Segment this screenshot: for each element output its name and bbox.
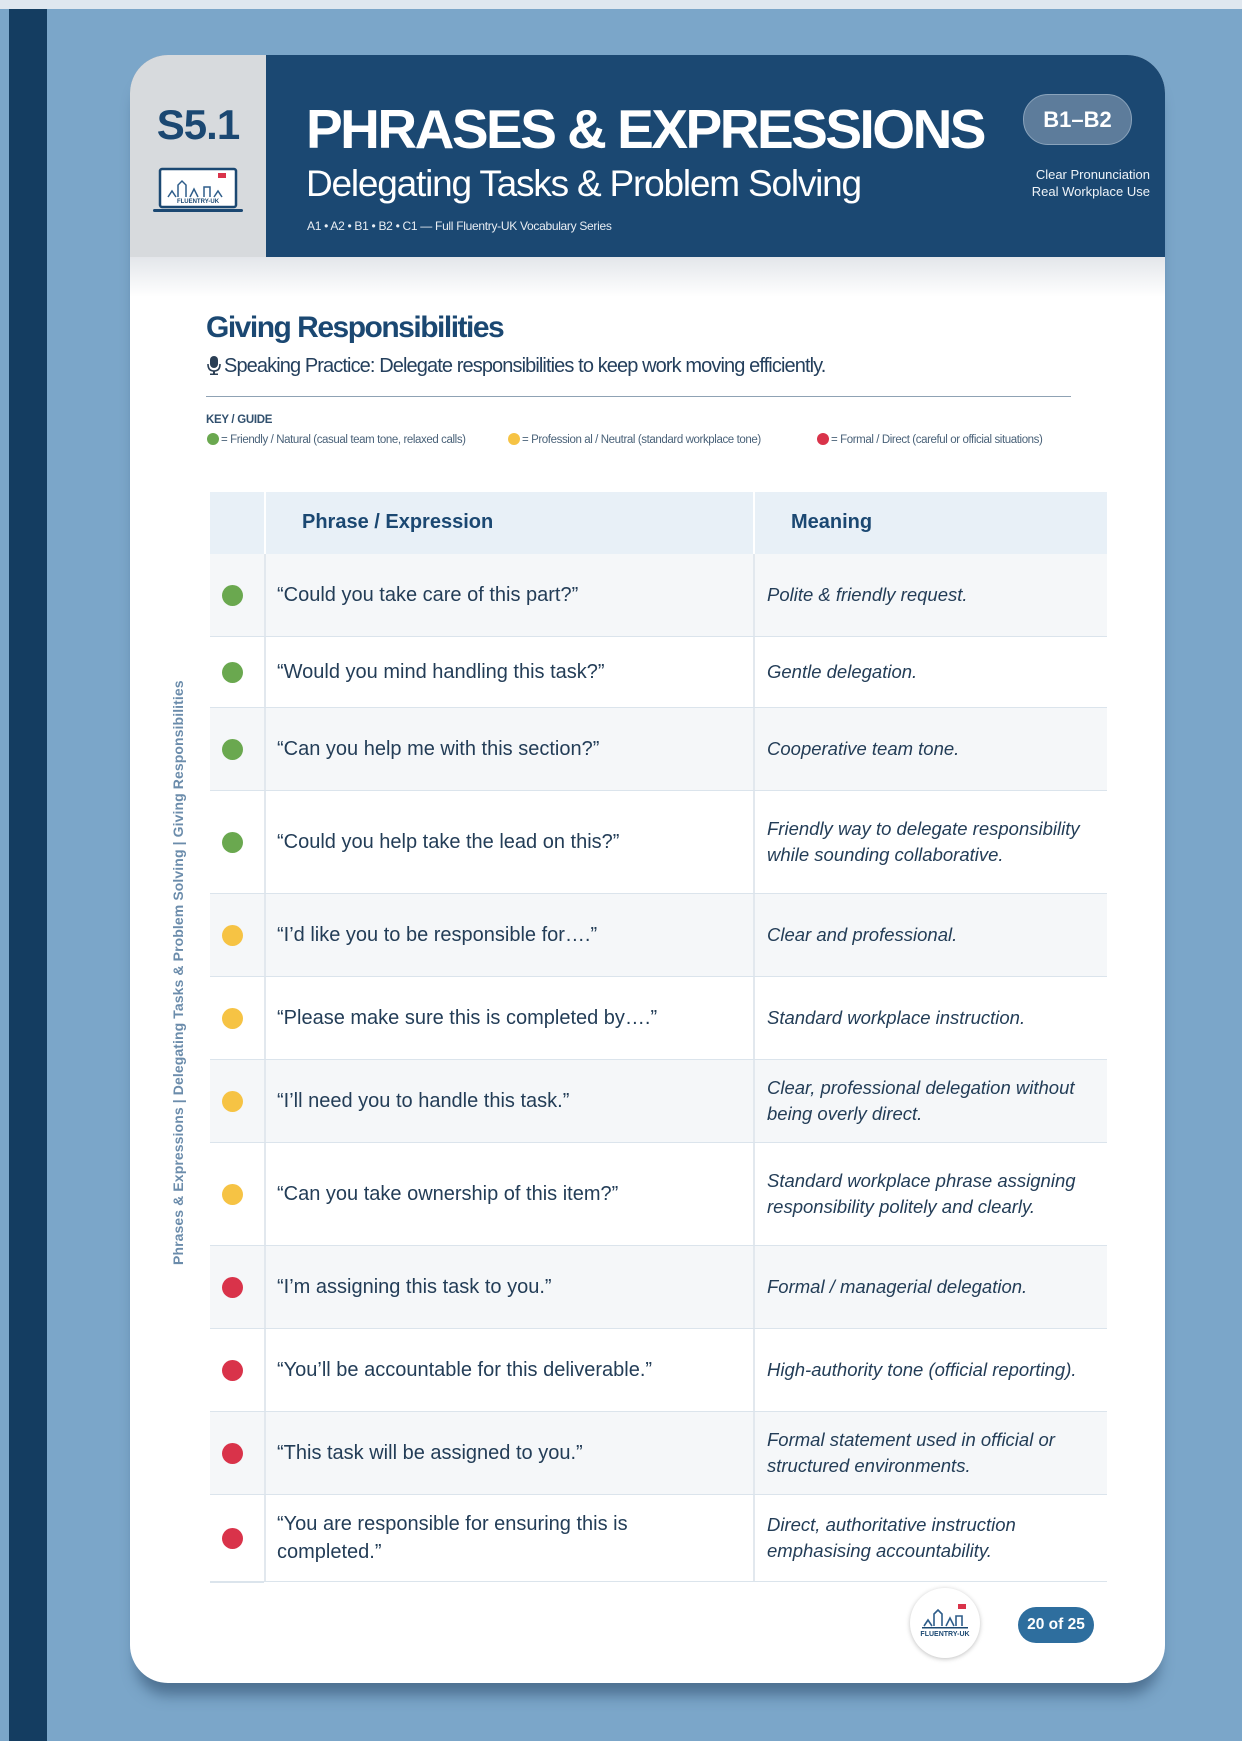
table-row <box>210 1060 1107 1143</box>
column-divider <box>753 708 755 790</box>
phrase-cell: “Would you mind handling this task?” <box>277 661 605 683</box>
table-row <box>210 708 1107 791</box>
key-formal <box>817 433 1042 446</box>
column-divider <box>264 977 266 1059</box>
series-line: A1 • A2 • B1 • B2 • C1 — Full Fluentry-UK Vocabulary Series <box>307 219 612 233</box>
footer-logo <box>910 1588 980 1658</box>
header-note-line-1: Clear Pronunciation <box>1035 167 1150 182</box>
key-title: KEY / GUIDE <box>206 414 273 426</box>
table-row <box>210 1246 1107 1329</box>
column-divider <box>264 708 266 790</box>
phrase-cell: “I’m assigning this task to you.” <box>277 1276 552 1298</box>
tone-column-header <box>210 492 266 554</box>
worksheet-card <box>130 55 1165 1683</box>
column-divider <box>264 1495 266 1581</box>
meaning-cell: Formal statement used in official or structured environments. <box>767 1429 1055 1476</box>
speaking-practice-text: Speaking Practice: Delegate responsibilities to keep work moving efficiently. <box>224 355 826 377</box>
phrase-column-header: Phrase / Expression <box>302 511 494 533</box>
column-divider <box>753 791 755 893</box>
meaning-cell: Gentle delegation. <box>767 661 918 682</box>
tone-dot-icon <box>222 1360 243 1381</box>
table-row <box>210 637 1107 708</box>
tone-dot-icon <box>222 1443 243 1464</box>
tone-dot-icon <box>222 662 243 683</box>
tone-dot-icon <box>222 1277 243 1298</box>
column-divider <box>264 894 266 976</box>
table-end-line <box>210 1582 264 1583</box>
vertical-label: Phrases & Expressions | Delegating Tasks & Problem Solving | Giving Responsibilities <box>170 680 186 1265</box>
phrases-table <box>210 492 1107 1583</box>
header-note <box>960 166 1150 200</box>
column-divider <box>753 1060 755 1142</box>
phrase-cell: “I’ll need you to handle this task.” <box>277 1090 570 1112</box>
tone-dot-icon <box>222 925 243 946</box>
column-divider <box>264 1060 266 1142</box>
meaning-cell: Polite & friendly request. <box>767 584 968 605</box>
column-divider <box>264 1246 266 1328</box>
phrase-cell: “You’ll be accountable for this deliverable.” <box>277 1359 653 1381</box>
tone-dot-icon <box>222 1184 243 1205</box>
key-friendly-text: = Friendly / Natural (casual team tone, relaxed calls) <box>221 434 466 446</box>
column-divider <box>753 1329 755 1411</box>
phrase-cell: “Please make sure this is completed by….” <box>277 1007 658 1029</box>
column-divider <box>753 977 755 1059</box>
column-divider <box>753 1495 755 1581</box>
column-divider <box>753 637 755 707</box>
page-subtitle: Delegating Tasks & Problem Solving <box>306 163 861 204</box>
key-formal-text: = Formal / Direct (careful or official situations) <box>831 434 1043 446</box>
tone-dot-icon <box>222 585 243 606</box>
table-row <box>210 1329 1107 1412</box>
table-row <box>210 1143 1107 1246</box>
tone-dot-icon <box>222 1091 243 1112</box>
section-divider <box>206 396 1071 397</box>
column-divider <box>264 554 266 636</box>
phrase-cell: “I’d like you to be responsible for….” <box>277 924 598 946</box>
table-header <box>210 492 1107 554</box>
column-divider <box>753 1143 755 1245</box>
section-title: Giving Responsibilities <box>206 311 504 344</box>
page-number-badge: 20 of 25 <box>1018 1607 1094 1643</box>
meaning-cell: High-authority tone (official reporting). <box>767 1359 1077 1380</box>
tone-dot-icon <box>222 1008 243 1029</box>
green-dot-icon <box>207 433 219 445</box>
page-title: PHRASES & EXPRESSIONS <box>306 98 984 160</box>
speaking-practice <box>206 355 825 378</box>
tone-dot-icon <box>222 832 243 853</box>
header-shadow <box>130 257 1165 297</box>
meaning-cell: Direct, authoritative instruction emphasising accountability. <box>767 1514 1016 1561</box>
level-badge: B1–B2 <box>1023 94 1132 145</box>
table-row <box>210 791 1107 894</box>
column-divider <box>264 1412 266 1494</box>
meaning-cell: Clear and professional. <box>767 924 958 945</box>
column-divider <box>264 1143 266 1245</box>
table-row <box>210 1412 1107 1495</box>
page-spine <box>9 9 47 1741</box>
meaning-column-header: Meaning <box>791 511 873 533</box>
logo-text: FLUENTRY-UK <box>176 199 220 205</box>
section-panel <box>130 55 266 257</box>
footer-logo-text: FLUENTRY-UK <box>920 1631 970 1638</box>
header-note-line-2: Real Workplace Use <box>1031 184 1150 199</box>
table-body <box>210 554 1107 1582</box>
yellow-dot-icon <box>508 433 520 445</box>
top-edge <box>0 0 1242 9</box>
tone-dot-icon <box>222 739 243 760</box>
meaning-cell: Clear, professional delegation without being overly direct. <box>767 1077 1075 1124</box>
meaning-cell: Formal / managerial delegation. <box>767 1276 1028 1297</box>
column-divider <box>753 1246 755 1328</box>
table-row <box>210 977 1107 1060</box>
key-professional <box>508 433 761 446</box>
phrase-cell: “This task will be assigned to you.” <box>277 1442 583 1464</box>
section-code: S5.1 <box>156 101 240 148</box>
table-row <box>210 554 1107 637</box>
phrase-cell: “Could you take care of this part?” <box>277 584 579 606</box>
column-divider <box>753 554 755 636</box>
header-band <box>130 55 1165 257</box>
meaning-cell: Friendly way to delegate responsibility while sounding collaborative. <box>767 818 1080 865</box>
table-row <box>210 1495 1107 1582</box>
header-divider <box>753 492 755 554</box>
column-divider <box>753 894 755 976</box>
table-row <box>210 894 1107 977</box>
meaning-cell: Standard workplace instruction. <box>767 1007 1026 1028</box>
key-friendly <box>207 433 466 446</box>
column-divider <box>264 637 266 707</box>
phrase-cell: “Can you take ownership of this item?” <box>277 1183 619 1205</box>
tone-dot-icon <box>222 1528 243 1549</box>
fluentry-footer-logo-icon <box>920 1602 970 1644</box>
phrase-cell: “Can you help me with this section?” <box>277 738 600 760</box>
meaning-cell: Standard workplace phrase assigning responsibility politely and clearly. <box>767 1170 1076 1217</box>
microphone-icon <box>206 355 222 375</box>
key-professional-text: = Profession al / Neutral (standard workplace tone) <box>522 434 761 446</box>
column-divider <box>264 791 266 893</box>
phrase-cell: “You are responsible for ensuring this is completed.” <box>277 1513 628 1563</box>
phrase-cell: “Could you help take the lead on this?” <box>277 831 620 853</box>
column-divider <box>264 1329 266 1411</box>
meaning-cell: Cooperative team tone. <box>767 738 960 759</box>
red-dot-icon <box>817 433 829 445</box>
fluentry-logo-icon <box>152 167 244 219</box>
column-divider <box>753 1412 755 1494</box>
